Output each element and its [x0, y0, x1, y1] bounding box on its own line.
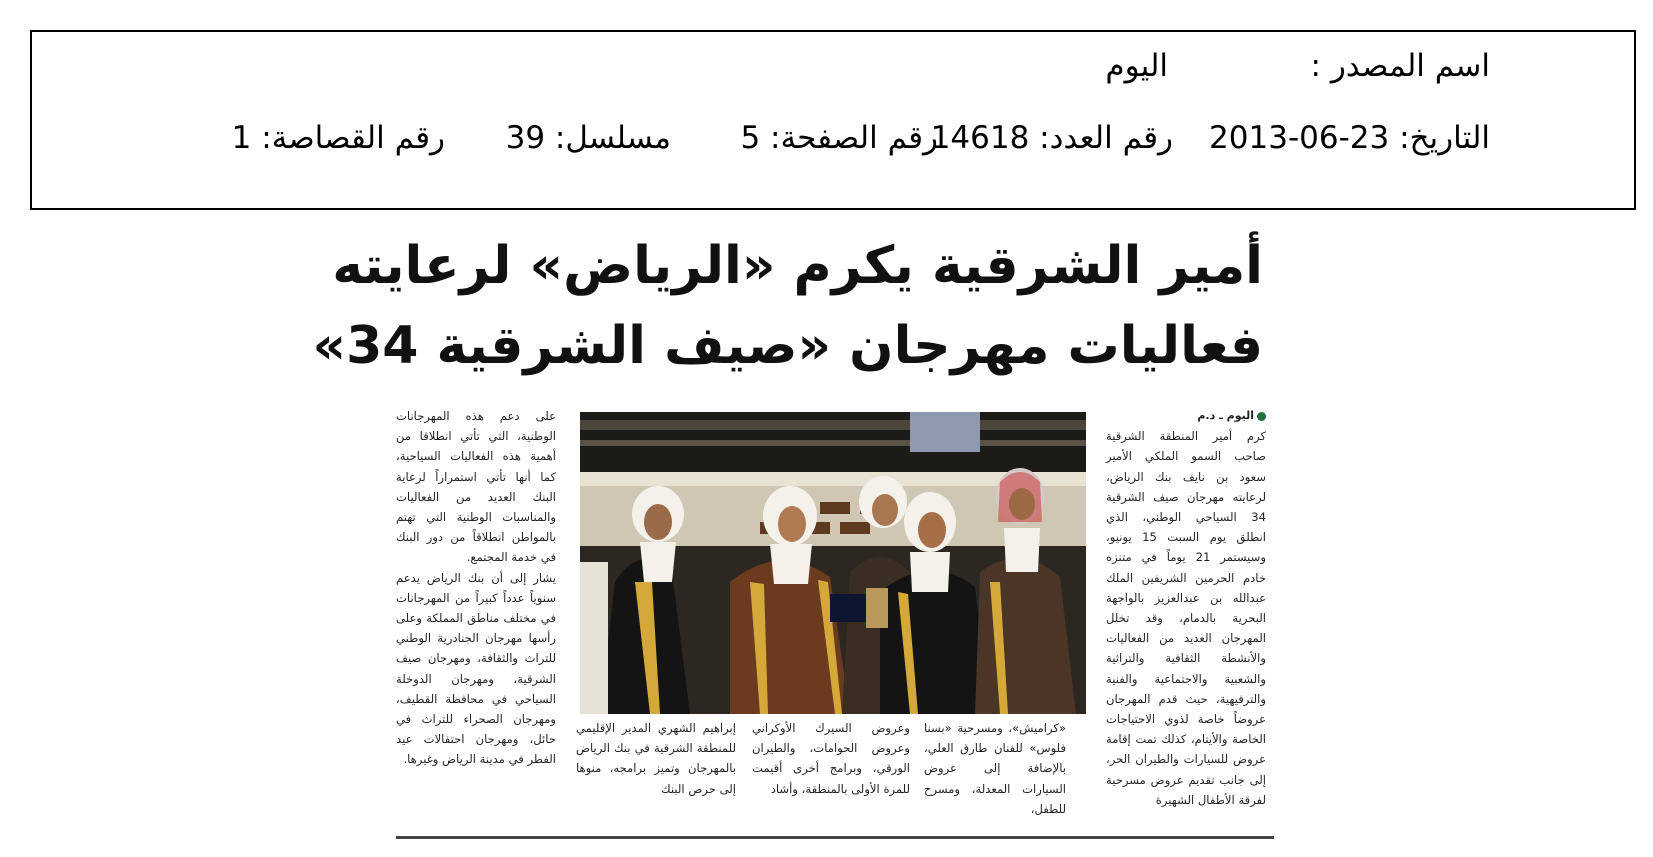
paragraph: وعروض السيرك الأوكراني وعروض الحوامات، والطيران الورقي، وبرامج أخرى أقيمت للمرة الأولى بالمنطقة، وأشاد [752, 721, 910, 796]
article-column-bottom-1 [924, 718, 1066, 819]
headline-line-1: أمير الشرقية يكرم «الرياض» لرعايته [332, 236, 1263, 296]
serial-field: مسلسل: 39 [505, 120, 671, 156]
paragraph: يشار إلى أن بنك الرياض يدعم سنوياً عدداً كبيراً من المهرجانات في مختلف مناطق المملكة وعلى رأسها مهرجان الجنادرية الوطني للتراث والثقافة، ومهرجان صيف الشرقية، ومهرجان الدوخلة السياحي في محافظة القطيف، ومهرجان الصحراء للتراث في حائل، ومهرجان احتفالات عيد الفطر في مدينة الرياض وغيرها. [396, 570, 556, 767]
article-photo [580, 412, 1086, 714]
paragraph: «كراميش»، ومسرحية «بسنا فلوس» للفنان طارق العلي، بالإضافة إلى عروض السيارات المعدلة، ومسرح للطفل، [924, 721, 1066, 816]
headline-line-2: فعاليات مهرجان «صيف الشرقية 34» [312, 316, 1263, 376]
bullet-icon [1257, 412, 1266, 421]
source-label: اسم المصدر : [1310, 48, 1490, 84]
date-field: التاريخ: 23-06-2013 [1209, 120, 1490, 156]
article-column-bottom-2 [752, 718, 910, 799]
byline: اليوم ـ د.م [1106, 406, 1266, 426]
paragraph: كرم أمير المنطقة الشرقية صاحب السمو الملكي الأمير سعود بن نايف بنك الرياض، لرعايته مهرجان صيف الشرقية 34 السياحي الوطني، الذي انطلق يوم السبت 15 يونيو، وسيستمر 21 يوماً في متنزه خادم الحرمين الشريفين الملك عبدالله بن عبدالعزيز بالواجهة البحرية بالدمام، وقد تخلل المهرجان العديد من الفعاليات والأنشطة الثقافية والتراثية والشعبية والاجتماعية والفنية والترفيهية، حيث قدم المهرجان عروضاً خاصة لذوي الاحتياجات الخاصة والأيتام، كذلك تمت إقامة عروض للسيارات والطيران الحر، إلى جانب تقديم عروض مسرحية لفرقة الأطفال الشهيرة [1106, 429, 1266, 807]
article-column-left [396, 406, 556, 770]
source-value: اليوم [1105, 48, 1168, 84]
clipping-number-field: رقم القصاصة: 1 [231, 120, 445, 156]
ceremony-photo-illustration [580, 412, 1086, 714]
paragraph: على دعم هذه المهرجانات الوطنية، التي تأتي انطلاقا من أهمية هذه الفعاليات السياحية، كما أنها تأتي استمراراً لرعاية البنك العديد من الفعاليات والمناسبات الوطنية التي تهتم بالمواطن انطلاقاً من دور البنك في خدمة المجتمع. [396, 409, 556, 565]
page-number-field: رقم الصفحة: 5 [740, 120, 938, 156]
article-column-bottom-3 [576, 718, 736, 799]
article-column-right [1106, 406, 1266, 810]
paragraph: إبراهيم الشهري المدير الإقليمي للمنطقة الشرقية في بنك الرياض بالمهرجان وتميز برامجه، منوها إلى حرص البنك [576, 721, 736, 796]
issue-number-field: رقم العدد: 14618 [930, 120, 1173, 156]
bottom-rule [396, 836, 1274, 839]
